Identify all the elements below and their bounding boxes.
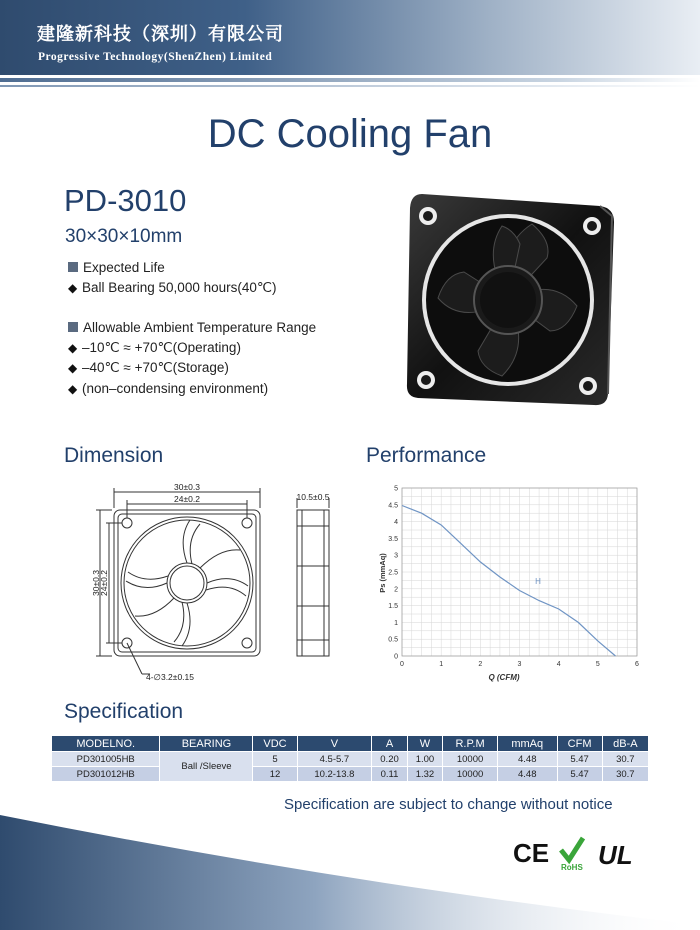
diamond-bullet-icon: ◆: [68, 361, 78, 375]
x-tick-label: 4: [556, 661, 561, 668]
x-axis-label: Q (CFM): [488, 673, 520, 682]
table-cell: 30.7: [602, 767, 648, 782]
table-cell: 12: [253, 767, 297, 782]
feature-item: ◆ (non–condensing environment): [68, 379, 316, 400]
company-name-en: Progressive Technology(ShenZhen) Limited: [38, 51, 273, 63]
diamond-bullet-icon: ◆: [68, 340, 78, 355]
table-cell: 1.00: [407, 752, 442, 767]
ce-mark-icon: CE: [513, 838, 550, 868]
table-cell: 0.11: [372, 767, 407, 782]
rohs-label: RoHS: [561, 863, 583, 872]
table-cell: 4.48: [497, 752, 557, 767]
table-cell: 10000: [443, 767, 498, 782]
table-row: [52, 767, 649, 782]
dim-overall-width: 30±0.3: [174, 482, 200, 492]
y-tick-label: 4: [394, 519, 398, 527]
feature-item: ◆ –10℃ ≈ +70℃(Operating): [68, 338, 316, 359]
y-tick-label: 2.5: [388, 569, 398, 577]
section-dimension: Dimension: [64, 444, 164, 467]
feature-item: ◆ –40℃ ≈ +70℃(Storage): [68, 358, 316, 379]
header-divider-thin: [0, 85, 700, 87]
x-tick-label: 1: [439, 661, 444, 668]
header-divider: [0, 78, 700, 82]
table-cell: PD301005HB: [52, 752, 160, 767]
column-header: mmAq: [497, 736, 557, 752]
column-header: R.P.M: [443, 736, 498, 752]
y-tick-label: 5: [394, 485, 398, 493]
dim-overall-height: 30±0.3: [91, 570, 101, 596]
square-bullet-icon: [68, 262, 78, 272]
table-cell-bearing: Ball /Sleeve: [160, 752, 253, 782]
table-cell: 10000: [443, 752, 498, 767]
feature-item: ◆ Ball Bearing 50,000 hours(40℃): [68, 278, 316, 299]
fan-size: 30×30×10mm: [65, 226, 183, 247]
column-header: W: [407, 736, 442, 752]
table-cell: 0.20: [372, 752, 407, 767]
table-cell: 4.5-5.7: [297, 752, 372, 767]
y-tick-label: 0: [394, 653, 398, 661]
x-tick-label: 3: [517, 661, 522, 668]
x-tick-label: 0: [400, 661, 404, 668]
dimension-drawing: [90, 478, 350, 688]
specification-table: [51, 735, 649, 782]
dim-holes: 4-∅3.2±0.15: [146, 672, 194, 682]
x-tick-label: 2: [478, 661, 483, 668]
header-banner: [0, 0, 700, 75]
column-header: MODELNO.: [52, 736, 160, 752]
diamond-bullet-icon: ◆: [68, 280, 78, 295]
y-tick-label: 0.5: [388, 636, 398, 644]
y-tick-label: 2: [394, 586, 398, 594]
company-name-cn: 建隆新科技（深圳）有限公司: [37, 24, 284, 45]
table-cell: 10.2-13.8: [297, 767, 372, 782]
rohs-check-icon: [561, 838, 583, 860]
table-cell: 30.7: [602, 752, 648, 767]
x-tick-label: 6: [635, 661, 639, 668]
column-header: VDC: [253, 736, 297, 752]
table-cell: 5: [253, 752, 297, 767]
x-tick-label: 5: [595, 661, 600, 668]
section-specification: Specification: [64, 700, 184, 723]
fan-photo: [402, 186, 617, 408]
model-number: PD-3010: [64, 183, 187, 218]
table-cell: 5.47: [557, 752, 602, 767]
y-tick-label: 4.5: [388, 502, 398, 510]
disclaimer-note: Specification are subject to change without notice: [284, 796, 613, 813]
table-row: [52, 752, 649, 767]
column-header: V: [297, 736, 372, 752]
page-title: DC Cooling Fan: [207, 112, 493, 156]
series-line-h: [402, 506, 616, 657]
feature-list: [68, 258, 316, 399]
column-header: dB-A: [602, 736, 648, 752]
column-header: A: [372, 736, 407, 752]
table-cell: 4.48: [497, 767, 557, 782]
y-tick-label: 3.5: [388, 535, 398, 543]
dim-hole-pitch-vertical: 24±0.2: [99, 570, 109, 596]
y-axis-label: Ps (mmAq): [378, 553, 387, 593]
feature-heading-life: Expected Life: [68, 258, 316, 278]
y-tick-label: 1: [394, 619, 398, 627]
table-cell: PD301012HB: [52, 767, 160, 782]
y-tick-label: 3: [394, 552, 398, 560]
diamond-bullet-icon: ◆: [68, 381, 78, 396]
table-header-row: [52, 736, 649, 752]
performance-chart: [372, 478, 652, 688]
table-cell: 1.32: [407, 767, 442, 782]
column-header: BEARING: [160, 736, 253, 752]
certification-logos: [513, 832, 648, 872]
feature-heading-temp: Allowable Ambient Temperature Range: [68, 318, 316, 338]
dim-thickness: 10.5±0.5: [296, 492, 330, 502]
y-tick-label: 1.5: [388, 603, 398, 611]
square-bullet-icon: [68, 322, 78, 332]
table-cell: 5.47: [557, 767, 602, 782]
column-header: CFM: [557, 736, 602, 752]
series-label-h: H: [535, 576, 541, 586]
ul-mark-icon: UL: [598, 840, 633, 870]
dim-hole-pitch: 24±0.2: [174, 494, 200, 504]
section-performance: Performance: [366, 444, 487, 467]
